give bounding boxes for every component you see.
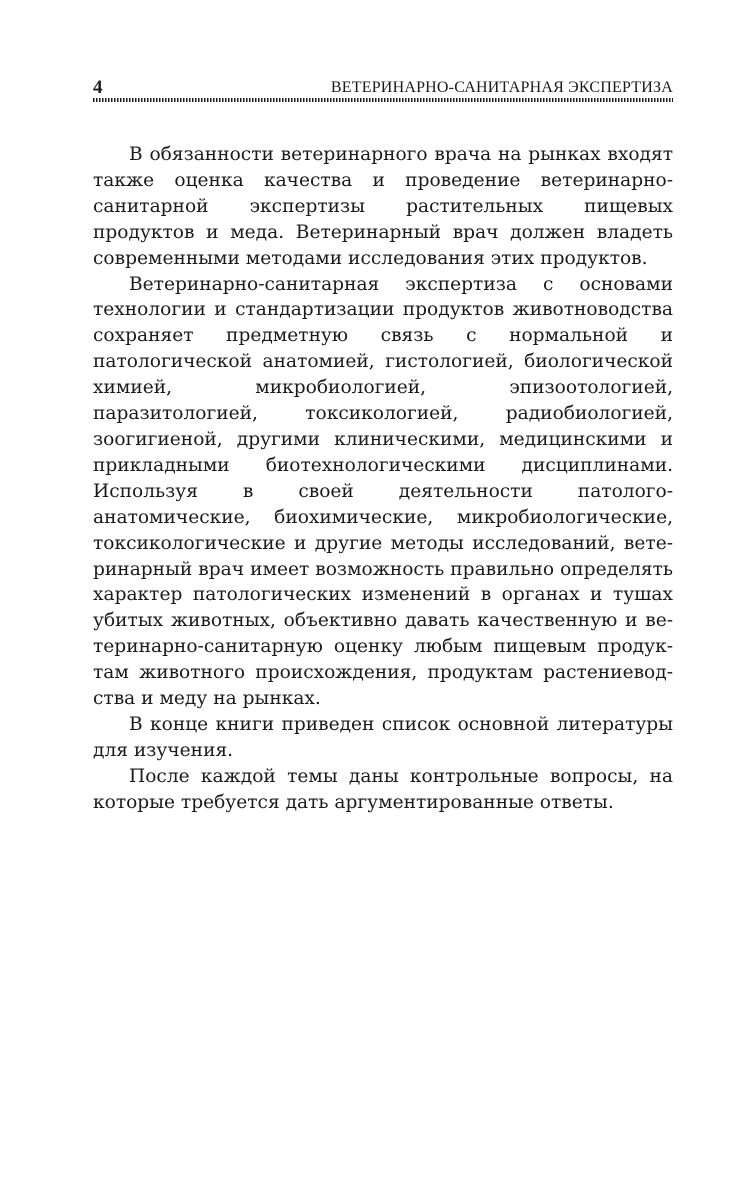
paragraph: После каждой темы даны контрольные вопросы, на которые требуется дать аргументированные ответы. [93,765,673,813]
header-rule [93,98,673,102]
paragraph: Ветеринарно-санитарная экспертиза с основами технологии и стандартизации продуктов животноводства сохраняет предметную связь с нормальной и патологической анатомией, гистологией, биологической химией, микробиологией, эпизоотологией, паразитологией, токсикологией, радиобиологией, зоогигиеной, другими клиническими, медицинскими и прикладными биотехнологическими дисциплинами. Используя в своей деятельности патолого-анатомические, биохимические, микробиологические, токсикологические и другие методы исследований, ветеринарный врач имеет возможность правильно определять характер патологических изменений в органах и тушах убитых животных, объективно давать качественную и ветеринарно-санитарную оценку любым пищевым продуктам животного происхождения, продуктам растениеводства и меду на рынках. [93,273,673,710]
paragraph: В обязанности ветеринарного врача на рынках входят также оценка качества и проведение ветеринарно-санитарной экспертизы растительных пищевых продуктов и меда. Ветеринарный врач должен владеть современными методами исследования этих продуктов. [93,144,673,269]
body-text [93,142,673,816]
running-title: ВЕТЕРИНАРНО-САНИТАРНАЯ ЭКСПЕРТИЗА [330,79,673,96]
paragraph: В конце книги приведен список основной литературы для изучения. [93,713,673,761]
running-head [93,74,673,102]
page-number: 4 [93,77,103,98]
